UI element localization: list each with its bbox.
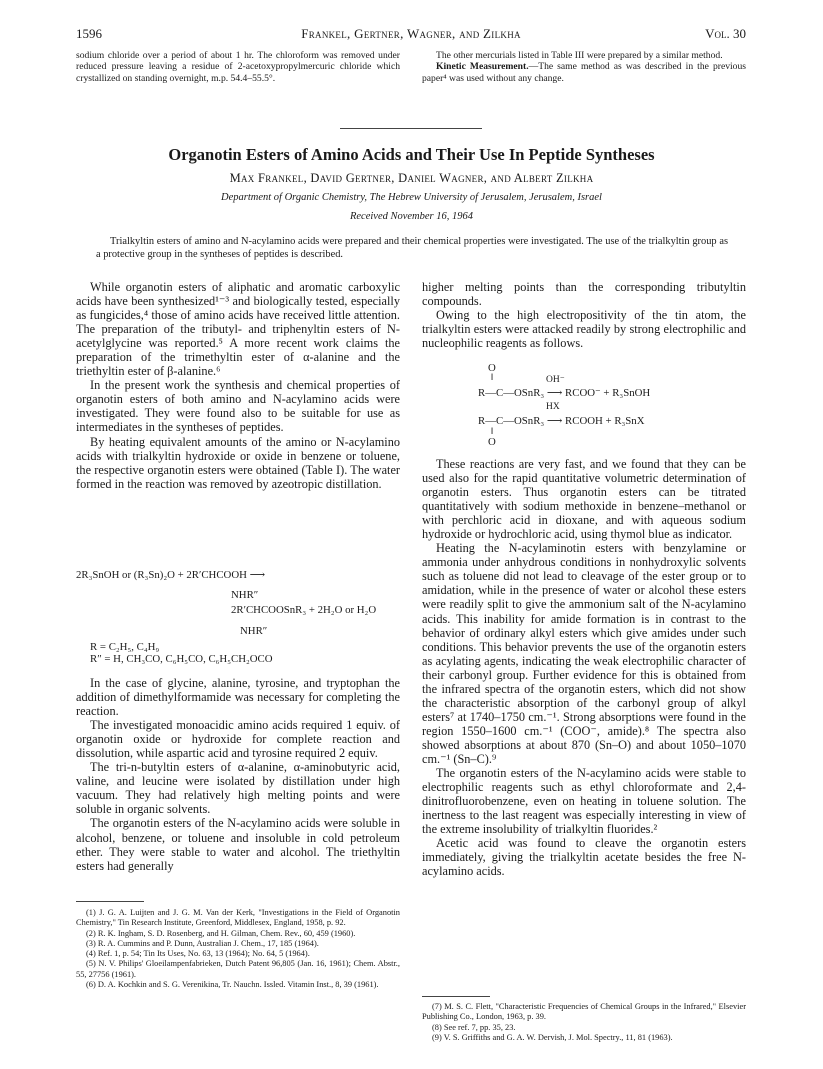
- equation-substituent: NHR″: [240, 625, 268, 637]
- paragraph: In the present work the synthesis and chemical properties of organotin esters of both amino and N-acylamino acids were investigated. They were found also to be suitable for use as intermediates in the syntheses of peptides.: [76, 378, 400, 435]
- paragraph: In the case of glycine, alanine, tyrosine, and tryptophan the addition of dimethylformamide was necessary for completing the reaction.: [76, 676, 400, 719]
- footnote: (7) M. S. C. Flett, "Characteristic Frequencies of Chemical Groups in the Infrared," Elsevier Publishing Co., London, 1963, p. 39.: [422, 1002, 746, 1022]
- equation-reagent: OH⁻: [546, 375, 565, 385]
- page-number: 1596: [76, 26, 102, 41]
- equation-substituent: NHR″: [231, 589, 259, 601]
- running-title: Frankel, Gertner, Wagner, and Zilkha: [301, 26, 521, 41]
- bold-heading: Kinetic Measurement.: [436, 61, 529, 73]
- footnote: (8) See ref. 7, pp. 35, 23.: [432, 1022, 516, 1032]
- prev-article-left: [76, 50, 400, 84]
- paragraph: Owing to the high electropositivity of the tin atom, the trialkyltin esters were attacked readily by strong electrophilic and nucleophilic reagents as follows.: [422, 308, 746, 351]
- paragraph: The organotin esters of the N-acylamino acids were soluble in alcohol, benzene, or toluene and insoluble in cold petroleum ether. They were stable to water and alcohol. The triethyltin esters had generally: [76, 816, 400, 873]
- paragraph: Acetic acid was found to cleave the organotin esters immediately, giving the trialkyltin acetate besides the free N-acylamino acids.: [422, 836, 746, 879]
- footnote: (5) N. V. Philips' Gloeilampenfabrieken, Dutch Patent 96,805 (Jan. 16, 1961); Chem. Abstr., 55, 27756 (1961).: [76, 959, 400, 979]
- paragraph-rest: —The same method as was described in the previous paper⁴ was used without any change.: [422, 61, 746, 84]
- paragraph: These reactions are very fast, and we found that they can be used also for the rapid quantitative volumetric determination of organotin esters. Thus organotin esters can be titrated quantitatively with sodium methoxide in benzene–methanol or with perchloric acid in dioxane, and with aqueous sodium hydroxide or hydrochloric acid, using thymol blue as indicator.: [422, 457, 746, 542]
- equation-line: 2R′CHCOOSnR₃ + 2H₂O or H₂O: [231, 604, 377, 616]
- equation-line: R—C—OSnR₃ ⟶ RCOOH + R₃SnX: [478, 415, 645, 427]
- footnote: (3) R. A. Cummins and P. Dunn, Australian J. Chem., 17, 185 (1964).: [86, 938, 319, 948]
- paragraph: sodium chloride over a period of about 1 hr. The chloroform was removed under reduced pressure leaving a residue of 2-acetoxypropylmercuric chloride which crystallized on standing overnight, m.p. 54.4–55.5°.: [76, 50, 400, 84]
- abstract: Trialkyltin esters of amino and N-acylamino acids were prepared and their chemical properties were investigated. The use of the trialkyltin group as a protective group in the syntheses of peptides is described.: [96, 236, 728, 260]
- received-date: Received November 16, 1964: [349, 211, 474, 222]
- article-authors: Max Frankel, David Gertner, Daniel Wagner, and Albert Zilkha: [229, 171, 594, 185]
- paragraph: The investigated monoacidic amino acids required 1 equiv. of organotin oxide or hydroxide for complete reaction and dissolution, while aspartic acid and tyrosine required 2 equiv.: [76, 718, 400, 761]
- prev-article-right: [422, 50, 746, 84]
- footnote: (4) Ref. 1, p. 54; Tin Its Uses, No. 63, 13 (1964); No. 64, 5 (1964).: [86, 949, 310, 959]
- footnotes-right: [422, 1002, 746, 1043]
- left-column-bottom: [76, 676, 400, 873]
- equation-oxygen: O: [488, 436, 496, 448]
- footnote: (9) V. S. Griffiths and G. A. W. Dervish, J. Mol. Spectry., 11, 81 (1963).: [432, 1032, 673, 1042]
- paragraph: Heating the N-acylaminotin esters with benzylamine or ammonia under anhydrous conditions in nonhydroxylic solvents such as toluene did not lead to cleavage of the ester group or to amidation, while in the presence of water or alcohol these esters were readily split to give the ammonium salt of the N-acylamino acids. This inability for amide formation is in contrast to the behavior of ordinary alkyl esters which give amides under such conditions. This behavior prevents the use of the organotin esters as acylating agents, indicating the weak electrophilic character of their carbonyl group. Further evidence for this is obtained from the infrared spectra of the organotin esters, which did not show the characteristic absorption of the carbonyl group of alkyl esters⁷ at 1740–1750 cm.⁻¹. Strong absorptions were found in the region 1550–1600 cm.⁻¹ (COO⁻, amide).⁸ The spectra also showed absorptions at about 870 (Sn–O) and about 1050–1070 cm.⁻¹ (Sn–C).⁹: [422, 541, 746, 766]
- right-column-body: [422, 457, 746, 878]
- footnote-divider: [422, 996, 490, 997]
- section-divider: [340, 128, 482, 129]
- footnote: (1) J. G. A. Luijten and J. G. M. Van der Kerk, "Investigations in the Field of Organotin Chemistry," Tin Research Institute, Greenford, Middlesex, England, 1958, p. 92.: [76, 908, 400, 928]
- paragraph: The other mercurials listed in Table III were prepared by a similar method.: [436, 50, 723, 61]
- paragraph: higher melting points than the corresponding tributyltin compounds.: [422, 280, 746, 309]
- equation-definition: R = C₂H₅, C₄H₉: [90, 641, 160, 653]
- equation-reagent: HX: [546, 402, 560, 412]
- footnote: (6) D. A. Kochkin and S. G. Verenikina, Tr. Nauchn. Issled. Vitamin Inst., 8, 39 (1961).: [86, 980, 379, 990]
- right-column-top: [422, 280, 746, 350]
- footnote-divider: [76, 901, 144, 902]
- paragraph: While organotin esters of aliphatic and aromatic carboxylic acids have been synthesized¹⁻³ and biologically tested, especially as fungicides,⁴ those of amino acids have received little attention. The preparation of the tributyl- and triphenyltin esters of N-acetylglycine was reported.⁵ A more recent work claims the preparation of the trimethyltin ester of α-alanine and the triethyltin ester of β-alanine.⁶: [76, 280, 400, 379]
- equation-definition: R″ = H, CH₃CO, C₆H₅CO, C₆H₅CH₂OCO: [90, 653, 273, 665]
- footnotes-left: [76, 908, 400, 990]
- article-affiliation: Department of Organic Chemistry, The Hebrew University of Jerusalem, Jerusalem, Israel: [221, 192, 602, 203]
- volume-label: Vol. 30: [705, 26, 746, 41]
- equation-line: 2R₃SnOH or (R₃Sn)₂O + 2R′CHCOOH ⟶: [76, 569, 266, 581]
- footnote: (2) R. K. Ingham, S. D. Rosenberg, and H. Gilman, Chem. Rev., 60, 459 (1960).: [86, 928, 356, 938]
- equation-line: R—C—OSnR₃ ⟶ RCOO⁻ + R₃SnOH: [478, 387, 651, 399]
- paragraph: By heating equivalent amounts of the amino or N-acylamino acids with trialkyltin hydroxide or oxide in benzene or toluene, the respective organotin esters were obtained (Table I). The water formed in the reaction was removed by azeotropic distillation.: [76, 434, 400, 491]
- paragraph: The tri-n-butyltin esters of α-alanine, α-aminobutyric acid, valine, and leucine were isolated by distillation under high vacuum. They had relatively high melting points and were soluble in organic solvents.: [76, 760, 400, 817]
- paragraph: The organotin esters of the N-acylamino acids were stable to electrophilic reagents such as ethyl chloroformate and 2,4-dinitrofluorobenzene, even on heating in toluene solution. The inertness to the last reagent was especially interesting in view of the extreme insolubility of trialkyltin fluorides.²: [422, 766, 746, 837]
- equation-double-bond: ‖: [491, 426, 494, 436]
- left-column-top: [76, 280, 400, 491]
- article-title: Organotin Esters of Amino Acids and Their Use In Peptide Syntheses: [168, 145, 655, 164]
- equation-oxygen: O: [488, 362, 496, 374]
- paragraph: [422, 61, 746, 84]
- equation-double-bond: ‖: [491, 372, 494, 382]
